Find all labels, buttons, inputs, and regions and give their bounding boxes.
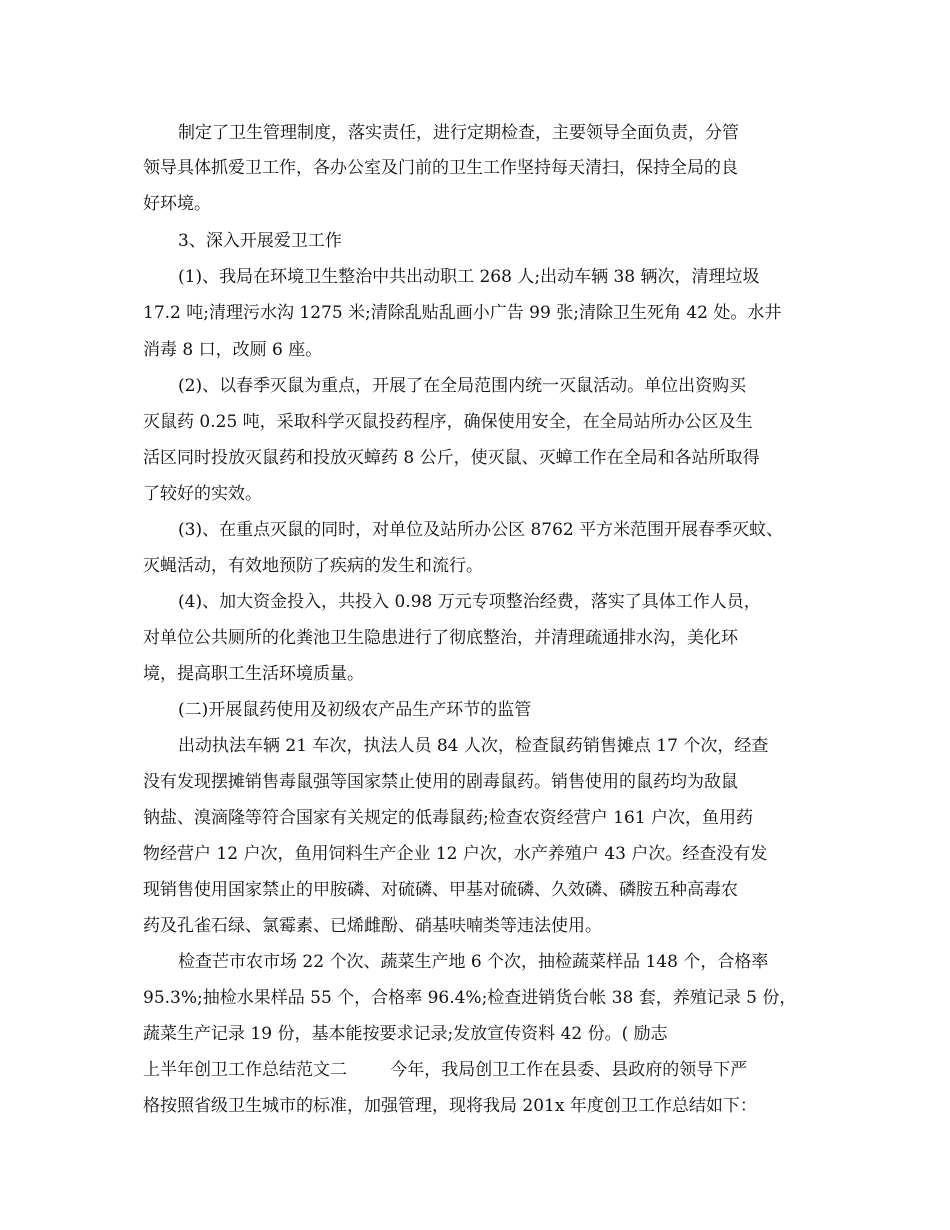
paragraph-line: 好环境。 — [143, 194, 211, 214]
paragraph-line: 活区同时投放灭鼠药和投放灭蟑药 8 公斤，使灭鼠、灭蟑工作在全局和各站所取得 — [143, 448, 760, 468]
paragraph-line: 95.3%;抽检水果样品 55 个，合格率 96.4%;检查进销货台帐 38 套，养殖记录 5 份， — [143, 988, 797, 1008]
section-heading: 3、深入开展爱卫工作 — [178, 231, 342, 251]
paragraph-line: 现销售使用国家禁止的甲胺磷、对硫磷、甲基对硫磷、久效磷、磷胺五种高毒农 — [143, 880, 738, 900]
section-heading: (二)开展鼠药使用及初级农产品生产环节的监管 — [178, 700, 532, 720]
paragraph-line: 上半年创卫工作总结范文二 今年，我局创卫工作在县委、县政府的领导下严 — [143, 1060, 748, 1080]
paragraph-line: 制定了卫生管理制度，落实责任，进行定期检查，主要领导全面负责，分管 — [178, 123, 739, 143]
paragraph-line: 了较好的实效。 — [143, 484, 262, 504]
paragraph-line: (4)、加大资金投入，共投入 0.98 万元专项整治经费，落实了具体工作人员， — [178, 592, 761, 612]
paragraph-line: 格按照省级卫生城市的标准，加强管理，现将我局 201x 年度创卫工作总结如下： — [143, 1096, 757, 1116]
paragraph-line: 物经营户 12 户次，鱼用饲料生产企业 12 户次，水产养殖户 43 户次。经查没有发 — [143, 844, 768, 864]
paragraph-line: 检查芒市农市场 22 个次、蔬菜生产地 6 个次，抽检蔬菜样品 148 个，合格率 — [178, 952, 769, 972]
paragraph-line: (1)、我局在环境卫生整治中共出动职工 268 人;出动车辆 38 辆次，清理垃圾 — [178, 267, 760, 287]
paragraph-line: (3)、在重点灭鼠的同时，对单位及站所办公区 8762 平方米范围开展春季灭蚊、 — [178, 520, 784, 540]
paragraph-line: 钠盐、溴滴隆等符合国家有关规定的低毒鼠药;检查农资经营户 161 户次，鱼用药 — [143, 808, 753, 828]
paragraph-line: 蔬菜生产记录 19 份，基本能按要求记录;发放宣传资料 42 份。( 励志 — [143, 1024, 668, 1044]
paragraph-line: 领导具体抓爱卫工作，各办公室及门前的卫生工作坚持每天清扫，保持全局的良 — [143, 158, 738, 178]
paragraph-line: 灭蝇活动，有效地预防了疾病的发生和流行。 — [143, 556, 483, 576]
paragraph-line: 消毒 8 口，改厕 6 座。 — [143, 340, 323, 360]
paragraph-line: 没有发现摆摊销售毒鼠强等国家禁止使用的剧毒鼠药。销售使用的鼠药均为敌鼠 — [143, 772, 738, 792]
paragraph-line: 境，提高职工生活环境质量。 — [143, 664, 364, 684]
paragraph-line: (2)、以春季灭鼠为重点，开展了在全局范围内统一灭鼠活动。单位出资购买 — [178, 376, 747, 396]
paragraph-line: 对单位公共厕所的化粪池卫生隐患进行了彻底整治，并清理疏通排水沟，美化环 — [143, 628, 738, 648]
paragraph-line: 17.2 吨;清理污水沟 1275 米;清除乱贴乱画小广告 99 张;清除卫生死角 42 处。水井 — [143, 303, 782, 323]
paragraph-line: 药及孔雀石绿、氯霉素、已烯雌酚、硝基呋喃类等违法使用。 — [143, 916, 602, 936]
paragraph-line: 灭鼠药 0.25 吨，采取科学灭鼠投药程序，确保使用安全，在全局站所办公区及生 — [143, 412, 753, 432]
paragraph-line: 出动执法车辆 21 车次，执法人员 84 人次，检查鼠药销售摊点 17 个次，经查 — [178, 736, 769, 756]
